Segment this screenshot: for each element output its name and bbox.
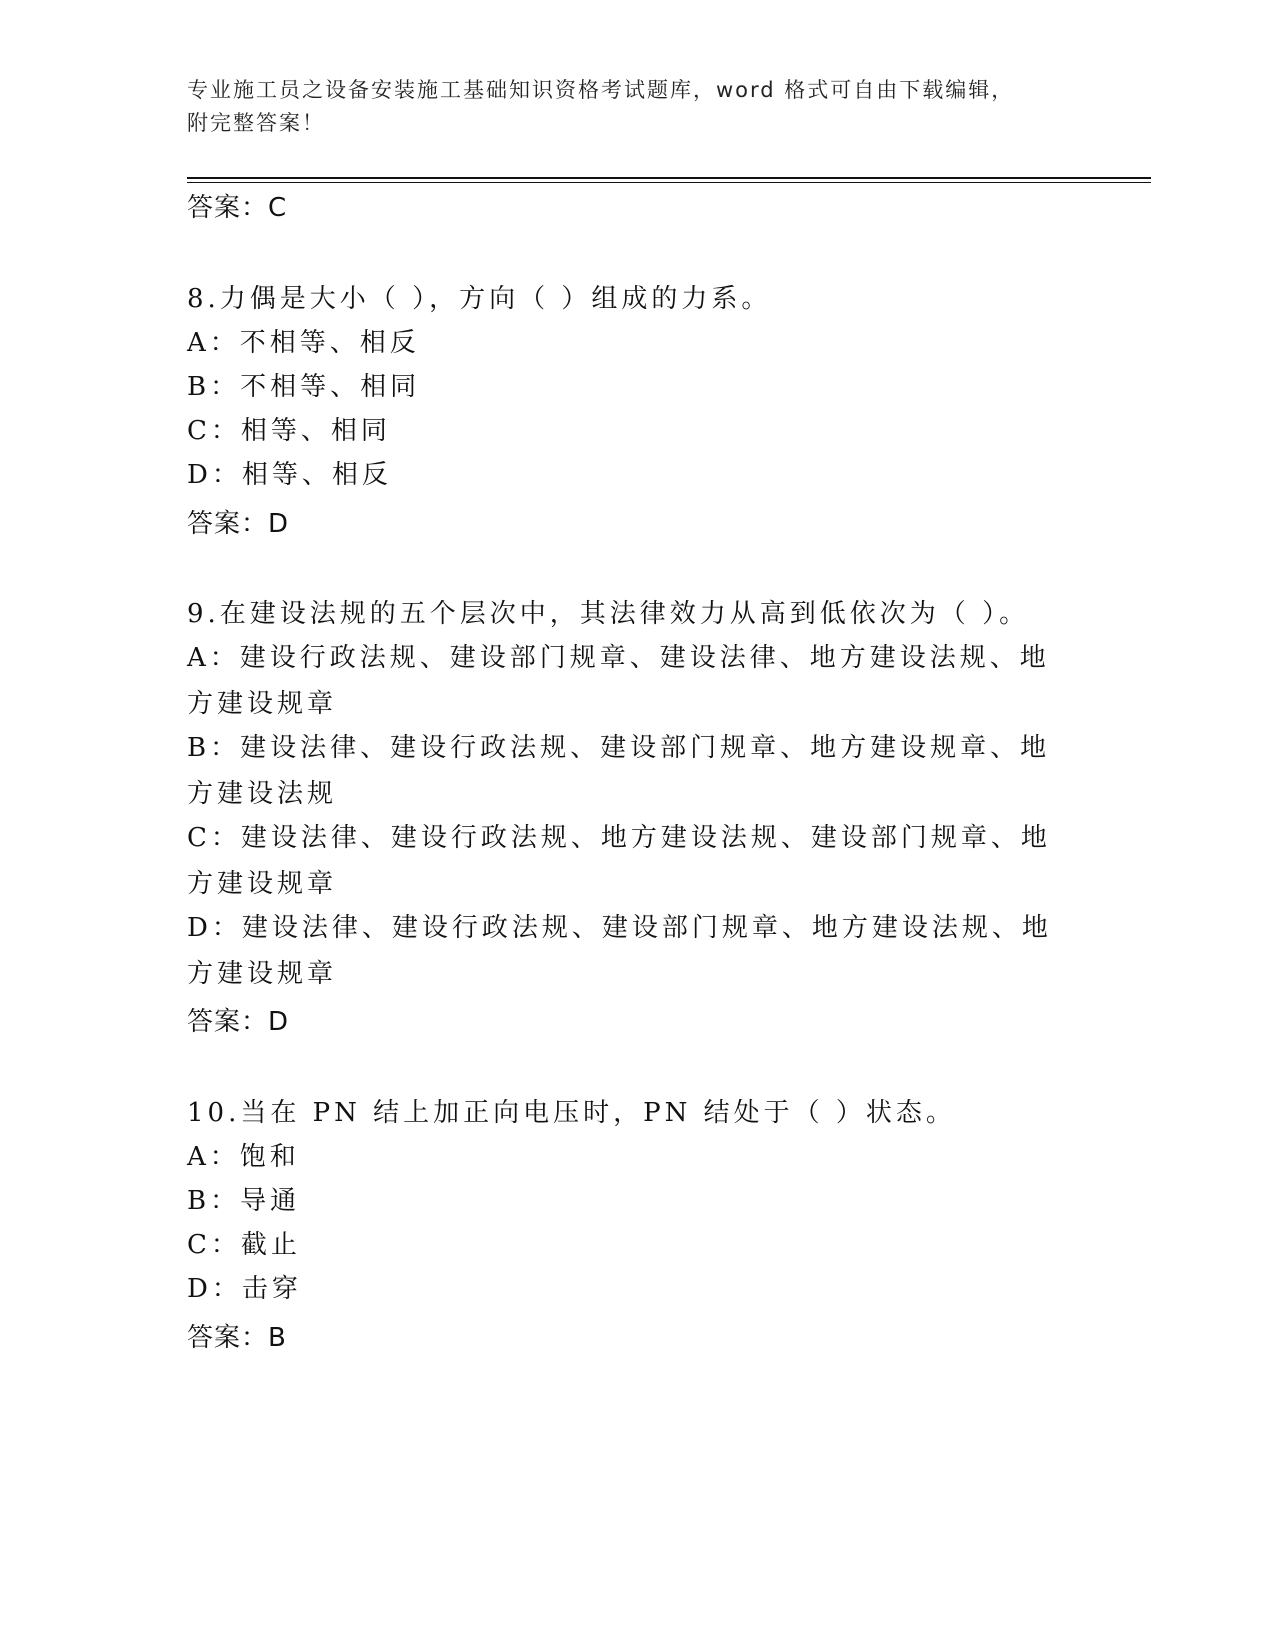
question-9-answer: 答案：D [187,1007,290,1037]
question-9-option-d: D：建设法律、建设行政法规、建设部门规章、地方建设法规、地方建设规章 [187,913,1052,989]
header-rule-thick [187,177,1151,179]
question-8-option-a: A：不相等、相反 [187,328,420,358]
question-9-stem: 9.在建设法规的五个层次中，其法律效力从高到低依次为（ ）。 [187,599,1030,629]
question-10-option-d: D：击穿 [187,1274,302,1304]
header-line-2: 附完整答案！ [187,111,325,135]
question-8-option-c: C：相等、相同 [187,416,391,446]
question-8-stem: 8.力偶是大小（ ），方向（ ）组成的力系。 [187,284,772,314]
question-8-option-d: D：相等、相反 [187,460,392,490]
header-line-1: 专业施工员之设备安装施工基础知识资格考试题库，word 格式可自由下载编辑， [187,78,1015,102]
answer-previous: 答案：C [187,193,288,223]
question-10-answer: 答案：B [187,1323,287,1353]
question-10-option-c: C：截止 [187,1230,301,1260]
question-9-option-a: A：建设行政法规、建设部门规章、建设法律、地方建设法规、地方建设规章 [187,643,1050,719]
question-8-answer: 答案：D [187,509,290,539]
question-10-option-b: B：导通 [187,1186,301,1216]
question-9-option-b: B：建设法律、建设行政法规、建设部门规章、地方建设规章、地方建设法规 [187,733,1051,809]
header-rule-thin [187,182,1151,183]
question-9-option-c: C：建设法律、建设行政法规、地方建设法规、建设部门规章、地方建设规章 [187,823,1051,899]
question-8-option-b: B：不相等、相同 [187,372,421,402]
question-10-stem: 10.当在 PN 结上加正向电压时，PN 结处于（ ）状态。 [187,1098,956,1128]
document-header [187,74,1077,140]
question-10-option-a: A：饱和 [187,1142,300,1172]
